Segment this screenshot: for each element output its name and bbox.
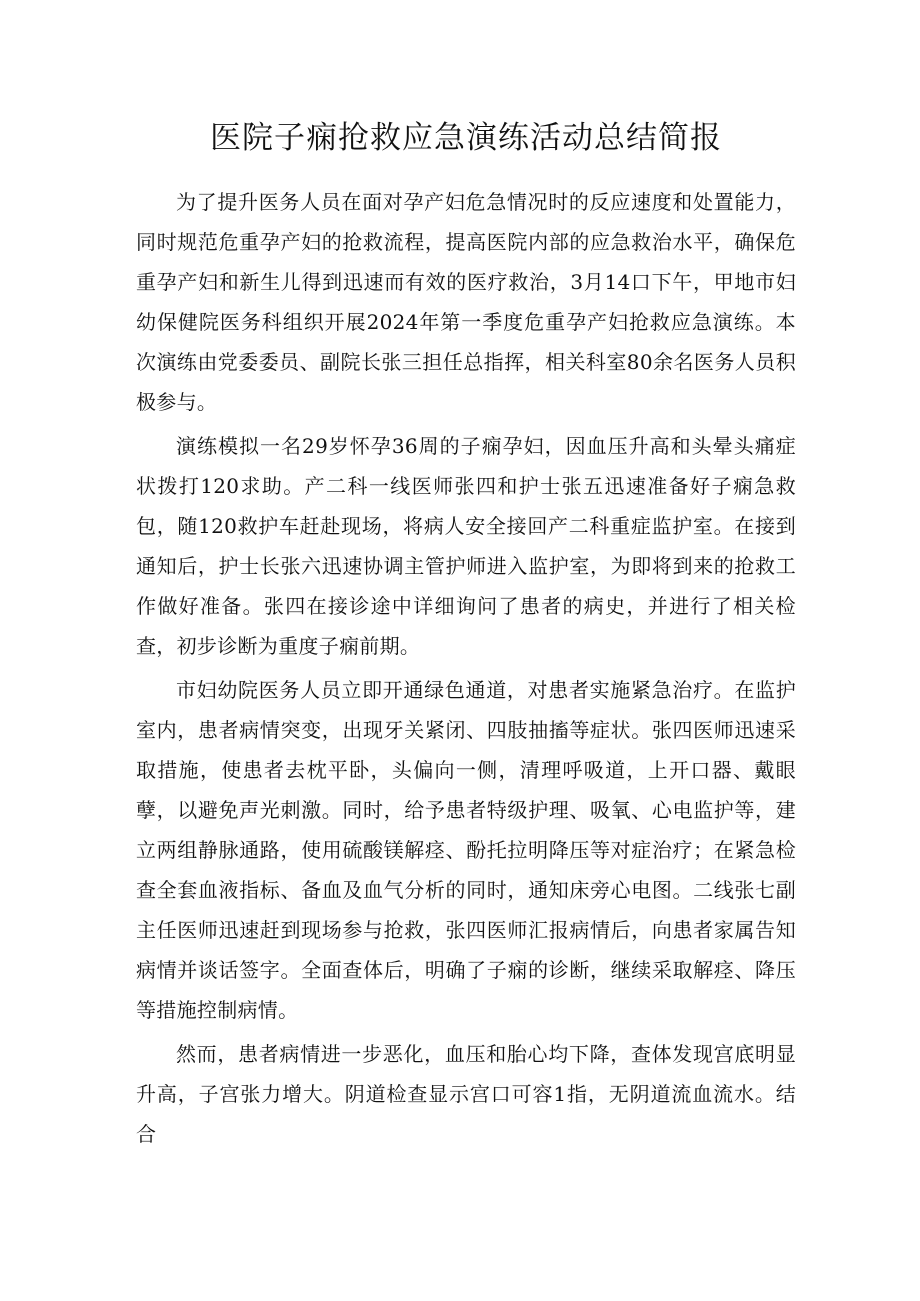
paragraph-1: 为了提升医务人员在面对孕产妇危急情况时的反应速度和处置能力，同时规范危重孕产妇的抢救流程，提高医院内部的应急救治水平，确保危重孕产妇和新生儿得到迅速而有效的医疗救治，3月14口下午，甲地市妇幼保健院医务科组织开展2024年第一季度危重孕产妇抢救应急演练。本次演练由党委委员、副院长张三担任总指挥，相关科室80余名医务人员积极参与。 bbox=[136, 190, 796, 414]
document-title: 医院子痫抢救应急演练活动总结简报 bbox=[210, 120, 722, 156]
paragraph-4: 然而，患者病情进一步恶化，血压和胎心均下降，查体发现宫底明显升高，子宫张力增大。阴道检查显示宫口可容1指，无阴道流血流水。结合 bbox=[136, 1042, 796, 1146]
paragraph-2: 演练模拟一名29岁怀孕36周的子痫孕妇，因血压升高和头晕头痛症状拨打120求助。产二科一线医师张四和护士张五迅速准备好子痫急救包，随120救护车赶赴现场，将病人安全接回产二科重症监护室。在接到通知后，护士长张六迅速协调主管护师进入监护室，为即将到来的抢救工作做好准备。张四在接诊途中详细询问了患者的病史，并进行了相关检查，初步诊断为重度子痫前期。 bbox=[136, 434, 796, 658]
paragraph-3: 市妇幼院医务人员立即开通绿色通道，对患者实施紧急治疗。在监护室内，患者病情突变，出现牙关紧闭、四肢抽搐等症状。张四医师迅速采取措施，使患者去枕平卧，头偏向一侧，清理呼吸道，上开口器、戴眼孽，以避免声光刺激。同时，给予患者特级护理、吸氧、心电监护等，建立两组静脉通路，使用硫酸镁解痉、酚托拉明降压等对症治疗；在紧急检查全套血液指标、备血及血气分析的同时，通知床旁心电图。二线张七副主任医师迅速赶到现场参与抢救，张四医师汇报病情后，向患者家属告知病情并谈话签字。全面查体后，明确了子痫的诊断，继续采取解痉、降压等措施控制病情。 bbox=[136, 678, 796, 1022]
